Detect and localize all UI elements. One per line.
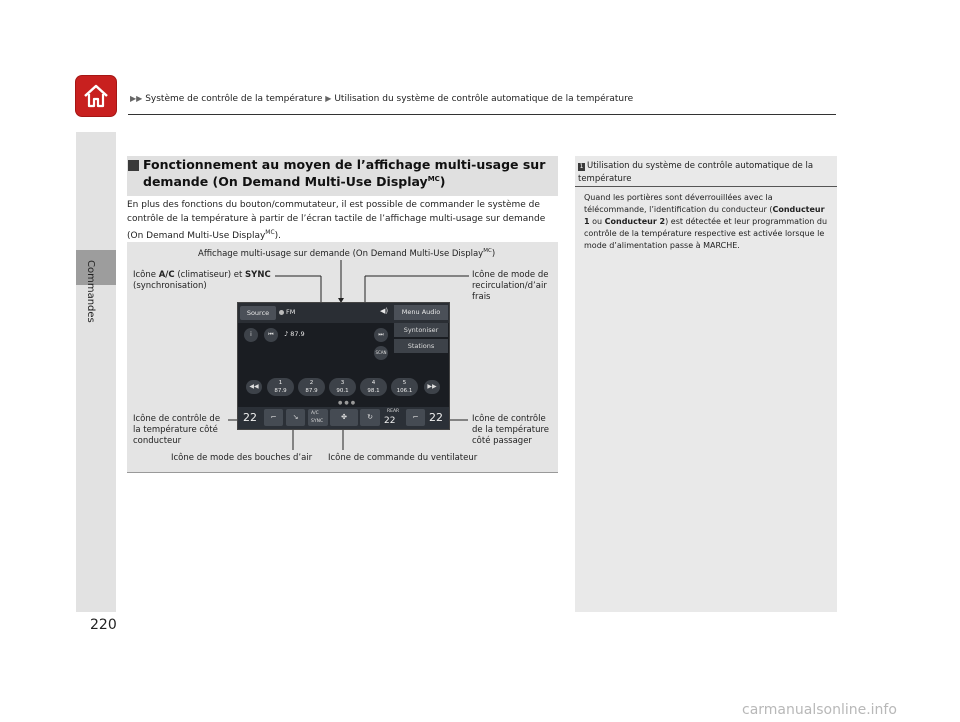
- ac-label: A/C: [311, 411, 319, 416]
- callout-ac-sync: Icône A/C (climatiseur) et SYNC (synchronisation): [133, 270, 271, 291]
- seek-back-icon[interactable]: ◀◀: [246, 380, 262, 394]
- note-body: Quand les portières sont déverrouillées avec la télécommande, l’identification du conducteur (Conducteur 1 ou Conducteur 2) est détectée et leur programmation du contrôle de la température respective est activée lorsque le mode d’alimentation passe à MARCHE.: [584, 193, 828, 250]
- passenger-seat-heater-icon[interactable]: ⌐: [406, 409, 425, 426]
- rear-temp-control[interactable]: 22: [384, 416, 396, 426]
- figure-caption: Affichage multi-usage sur demande (On Demand Multi-Use Display$^{MC}$): [198, 248, 496, 259]
- vent-mode-icon[interactable]: ↘: [286, 409, 305, 426]
- breadcrumb-item-climate[interactable]: Système de contrôle de la température: [145, 94, 323, 104]
- breadcrumb: ▶▶ Système de contrôle de la température ▶ Utilisation du système de contrôle automatique de la température: [130, 94, 634, 104]
- callout-recirculation: Icône de mode de recirculation/d’air frais: [472, 270, 549, 302]
- skip-forward-icon[interactable]: ⏭: [374, 328, 388, 342]
- preset-button[interactable]: 5 106.1: [391, 378, 418, 396]
- preset-button[interactable]: 1 87.9: [267, 378, 294, 396]
- driver-temp-control[interactable]: 22: [243, 411, 257, 424]
- info-button[interactable]: i: [244, 328, 258, 342]
- note-number-icon: 1: [579, 163, 584, 170]
- rear-label: REAR: [387, 409, 400, 414]
- watermark: carmanualsonline.info: [742, 702, 897, 718]
- volume-icon[interactable]: ◀): [380, 307, 389, 315]
- callout-fan-control: Icône de commande du ventilateur: [328, 453, 478, 463]
- current-frequency: ♪ 87.9: [284, 330, 305, 338]
- seek-forward-icon[interactable]: ▶▶: [424, 380, 440, 394]
- page-indicator: ●●●: [338, 400, 358, 406]
- scan-button[interactable]: SCAN: [374, 346, 388, 360]
- menu-audio-button[interactable]: Menu Audio: [394, 305, 448, 320]
- band-indicator-icon: [279, 310, 284, 315]
- seat-heater-icon[interactable]: ⌐: [264, 409, 283, 426]
- callout-vent-mode: Icône de mode des bouches d’air: [171, 453, 313, 463]
- band-label: FM: [286, 308, 296, 316]
- callout-passenger-temp: Icône de contrôle de la température côté passager: [472, 414, 550, 446]
- recirculation-icon[interactable]: ↻: [360, 409, 380, 426]
- fan-control-icon[interactable]: ✤: [330, 409, 358, 426]
- note-heading: 1 Utilisation du système de contrôle automatique de la température: [578, 161, 814, 184]
- tune-button[interactable]: Syntoniser: [394, 323, 448, 337]
- section-title: Fonctionnement au moyen de l’affichage multi-usage sur demande (On Demand Multi-Use Display$^{MC}$): [143, 157, 546, 190]
- skip-back-icon[interactable]: ⏮: [264, 328, 278, 342]
- multi-use-display-screen: [237, 302, 450, 430]
- sync-label: SYNC: [311, 419, 324, 424]
- intro-paragraph: En plus des fonctions du bouton/commutateur, il est possible de commander le système de contrôle de la température à partir de l’écran tactile de l’affichage multi-usage sur demande (On Demand Multi-Use Display$^{MC}$).: [127, 200, 546, 241]
- preset-button[interactable]: 4 98.1: [360, 378, 387, 396]
- callout-driver-temp: Icône de contrôle de la température côté conducteur: [133, 414, 221, 446]
- note-divider: [575, 186, 837, 187]
- stations-button[interactable]: Stations: [394, 339, 448, 353]
- passenger-temp-control[interactable]: 22: [429, 411, 443, 424]
- source-button[interactable]: Source: [240, 306, 276, 320]
- breadcrumb-item-auto-climate[interactable]: Utilisation du système de contrôle automatique de la température: [334, 94, 634, 104]
- preset-button[interactable]: 2 87.9: [298, 378, 325, 396]
- page-number: 220: [90, 617, 117, 633]
- preset-button[interactable]: 3 90.1: [329, 378, 356, 396]
